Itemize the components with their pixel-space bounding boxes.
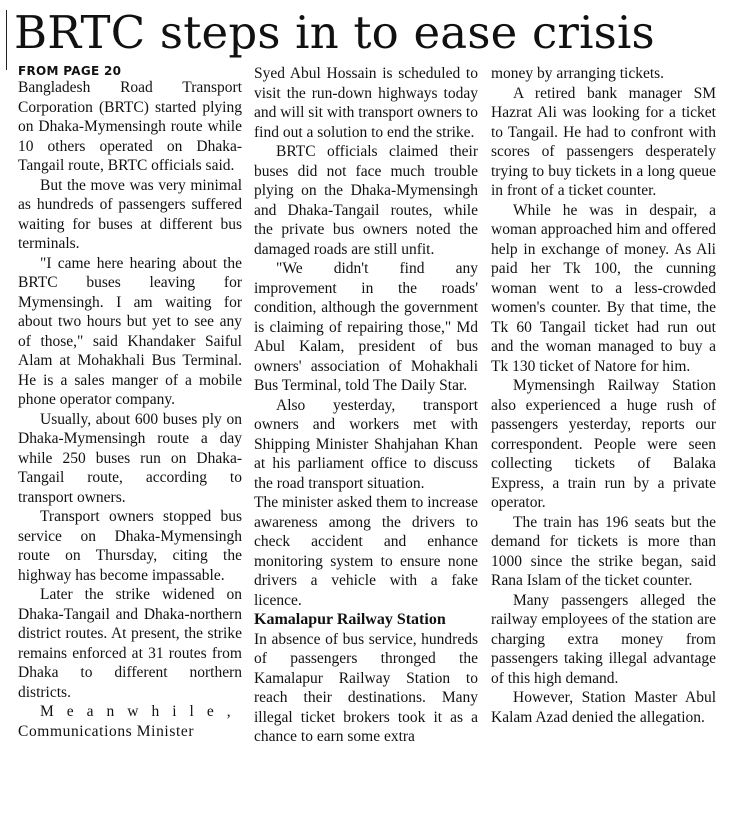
paragraph-continued: Communications Minister [18,722,195,740]
paragraph: The train has 196 seats but the demand for tickets is more than 1000 since the strike began, said Rana Islam of the ticket counter. [491,513,716,589]
paragraph: BRTC officials claimed their buses did not face much trouble plying on the Dhaka-Mymensingh and Dhaka-Tangail routes, while the private bus owners noted the damaged roads are still unfit. [254,143,478,258]
paragraph: "We didn't find any improvement in the roads' condition, although the government is claiming of repairing those," Md Abul Kalam, president of bus owners' association of Mohakhali Bus Terminal, told The Daily Star. [254,260,478,394]
paragraph: Mymensingh Railway Station also experienced a huge rush of passengers yesterday, reports our correspondent. People were seen collecting tickets of Balaka Express, a train run by a private operator. [491,377,716,511]
paragraph: But the move was very minimal as hundreds of passengers suffered waiting for buses at different bus terminals. [18,176,242,252]
paragraph: Usually, about 600 buses ply on Dhaka-Mymensingh route a day while 250 buses run on Dhaka-Tangail route, according to transport owners. [18,410,242,506]
paragraph: A retired bank manager SM Hazrat Ali was looking for a ticket to Tangail. He had to confront with scores of passengers desperately trying to buy tickets in a long queue in front of a ticket counter. [491,84,716,199]
paragraph: Syed Abul Hossain is scheduled to visit the run-down highways today and will sit with transport owners to find out a solution to end the strike. [254,65,478,141]
paragraph: Many passengers alleged the railway employees of the station are charging extra money from passengers taking illegal advantage of this high demand. [491,591,716,687]
article-column-2 [254,64,478,747]
paragraph-continued: money by arranging tickets. [491,65,665,82]
headline: BRTC steps in to ease crisis [14,6,655,59]
subheading: Kamalapur Railway Station [254,611,446,628]
paragraph [18,702,242,722]
paragraph: Later the strike widened on Dhaka-Tangail and Dhaka-northern district routes. At present, the strike remains enforced at 31 routes from Dhaka to different northern districts. [18,586,242,701]
column-rule [6,10,7,70]
paragraph: The minister asked them to increase awareness among the drivers to check accident and enhance monitoring system to ensure none drivers a vehicle with a fake licence. [254,494,478,609]
paragraph: In absence of bus service, hundreds of passengers thronged the Kamalapur Railway Station to reach their destinations. Many illegal ticket brokers took it as a chance to earn some extra [254,630,478,745]
paragraph-start: Meanwhile, [40,703,244,720]
paragraph: Transport owners stopped bus service on Dhaka-Mymensingh route on Thursday, citing the highway has become impassable. [18,508,242,584]
paragraph: However, Station Master Abul Kalam Azad denied the allegation. [491,689,716,726]
paragraph: Bangladesh Road Transport Corporation (BRTC) started plying on Dhaka-Mymensingh route while 10 others operated on Dhaka-Tangail route, BRTC officials said. [18,79,242,174]
paragraph: "I came here hearing about the BRTC buses leaving for Mymensingh. I am waiting for about two hours but yet to see any of those," said Khandaker Saiful Alam at Mohakhali Bus Terminal. He is a sales manger of a mobile phone operator company. [18,254,242,408]
from-page-label: FROM PAGE 20 [18,64,122,78]
article-column-3 [491,64,716,727]
paragraph: While he was in despair, a woman approached him and offered help in exchange of money. As Ali paid her Tk 100, the cunning woman went to a less-crowded women's counter. By that time, the Tk 60 Tangail ticket had run out and the woman managed to buy a Tk 130 ticket of Natore for him. [491,201,716,375]
paragraph: Also yesterday, transport owners and workers met with Shipping Minister Shahjahan Khan at his parliament office to discuss the road transport situation. [254,396,478,492]
article-column-1 [18,64,242,741]
